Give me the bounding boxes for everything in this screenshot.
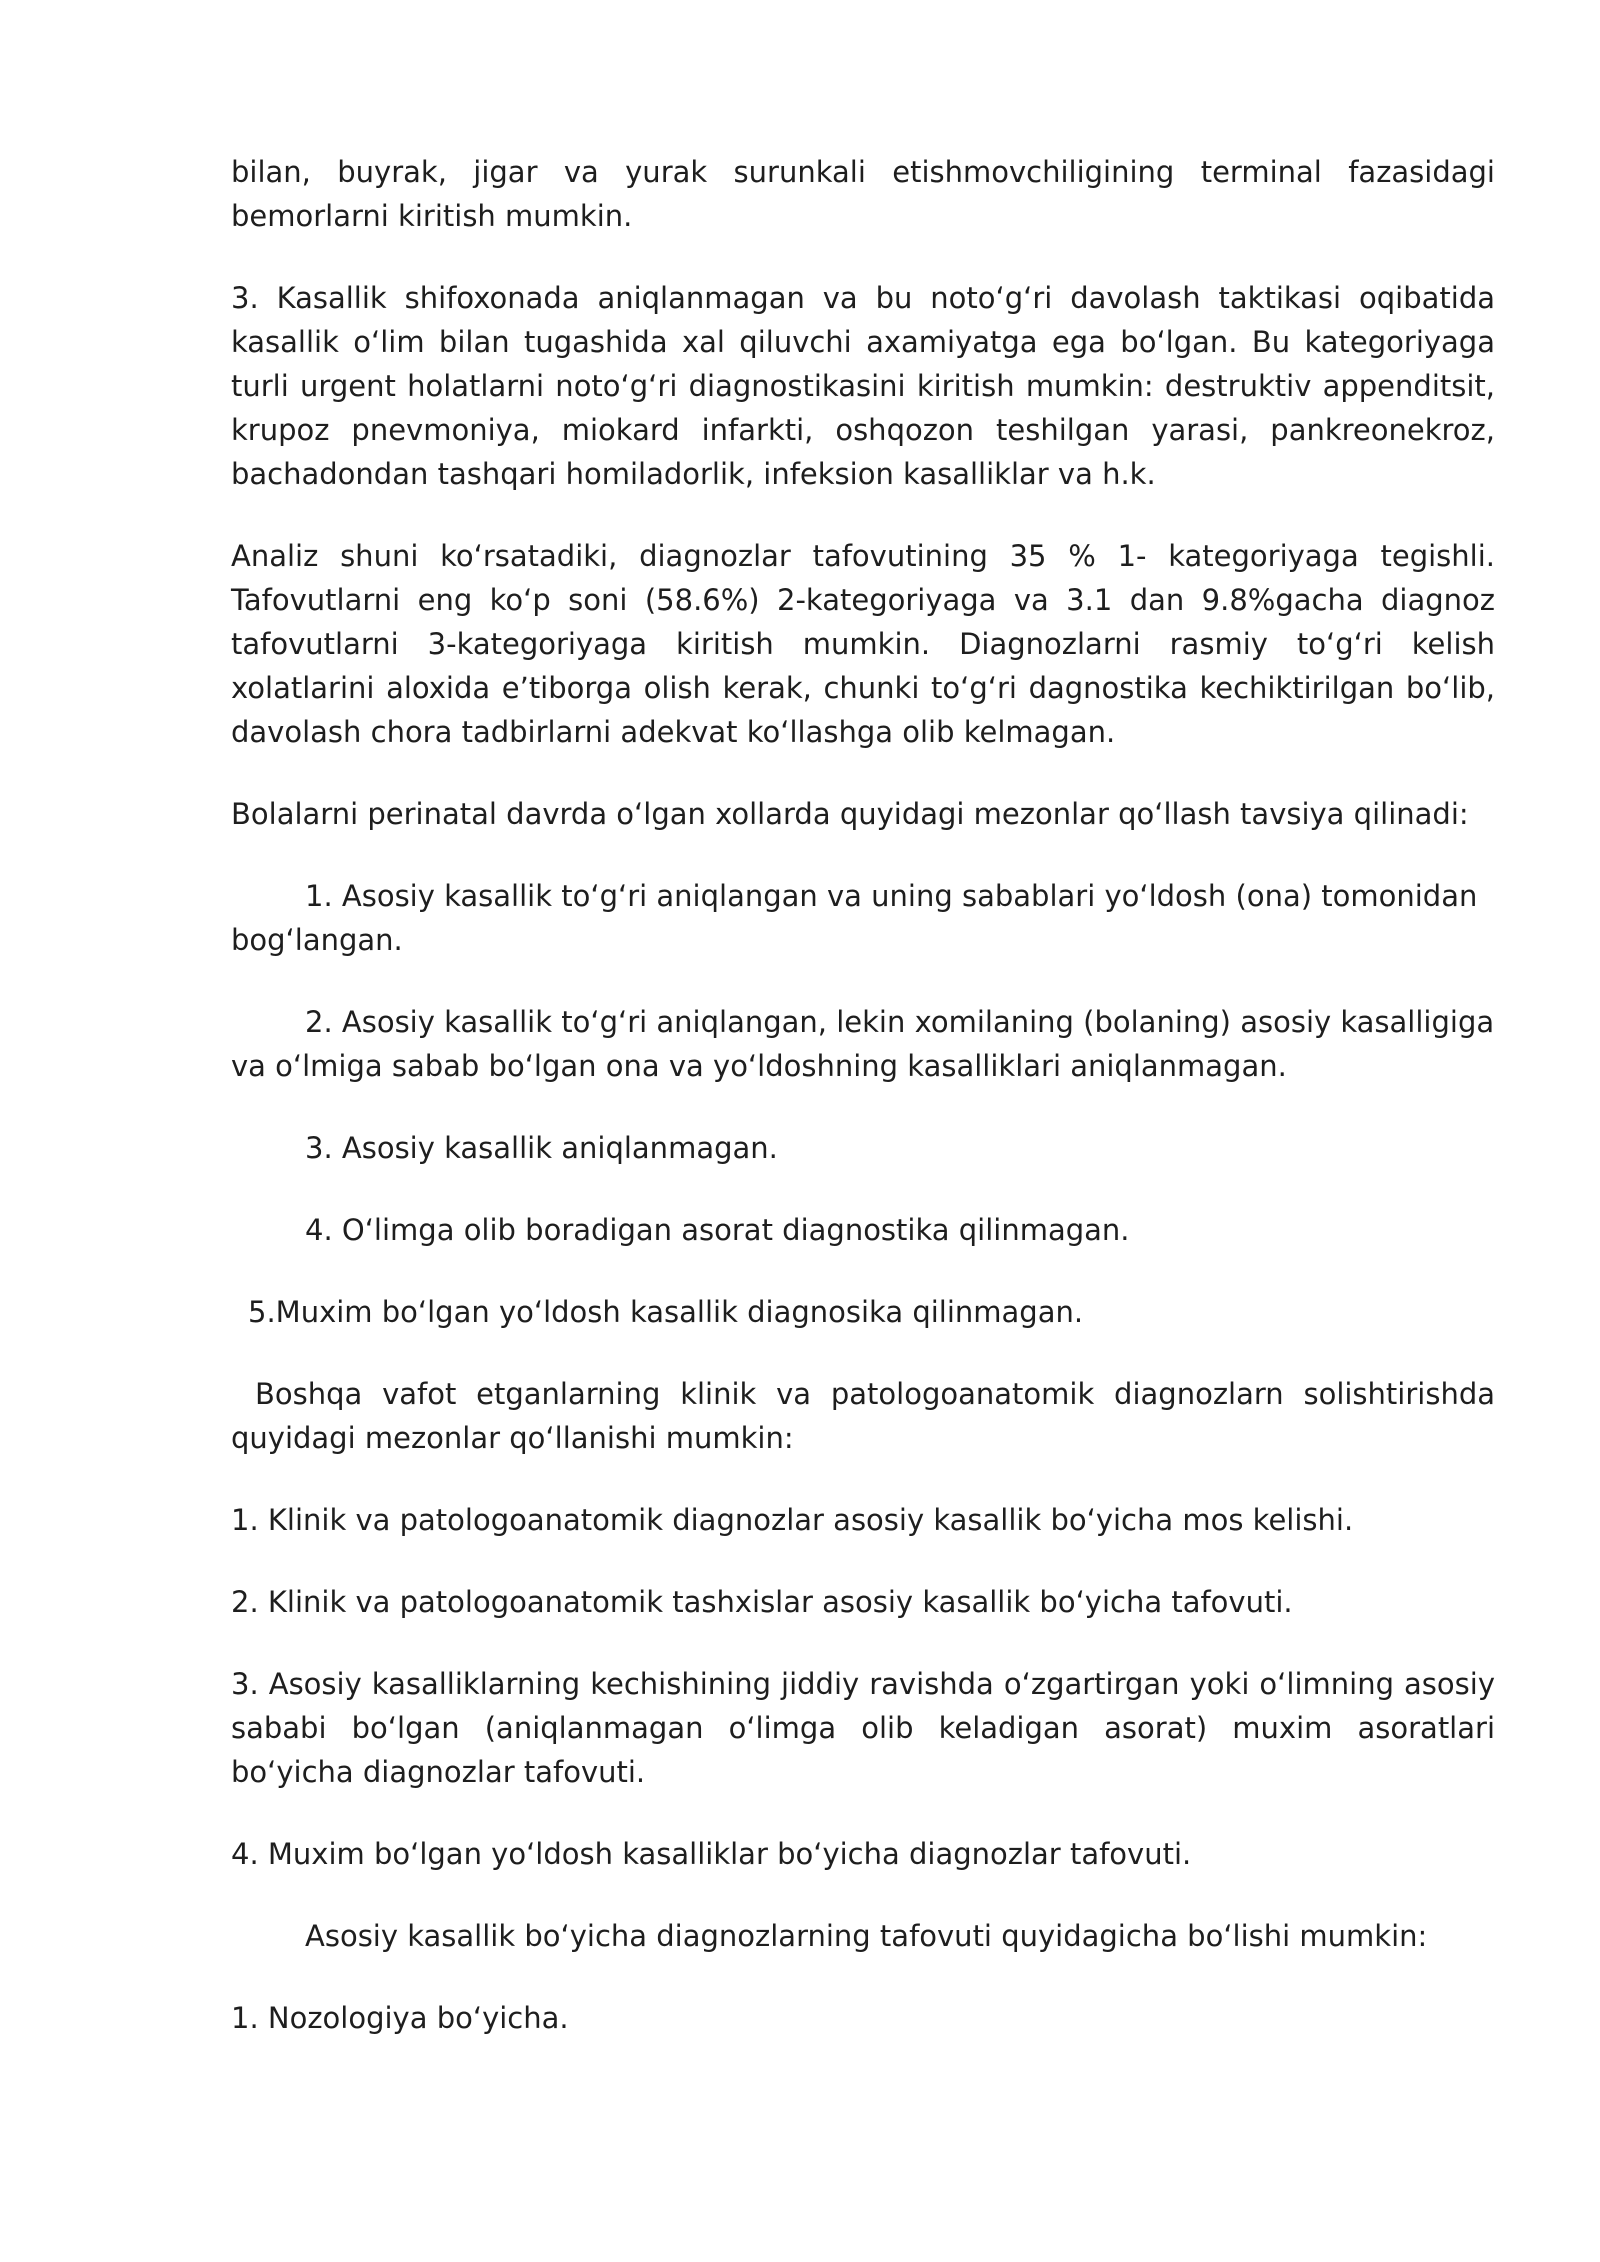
perinatal-criterion-1: 1. Asosiy kasallik to‘g‘ri aniqlangan va uning sabablari yo‘ldosh (ona) tomonidan bog‘langan. (231, 879, 1478, 957)
document-page (231, 150, 1495, 2078)
comparison-criterion-1: 1. Klinik va patologoanatomik diagnozlar asosiy kasallik bo‘yicha mos kelishi. (231, 1503, 1354, 1537)
perinatal-criterion-5: 5.Muxim bo‘lgan yo‘ldosh kasallik diagnosika qilinmagan. (248, 1295, 1084, 1329)
paragraph-category-3: 3. Kasallik shifoxonada aniqlanmagan va bu noto‘g‘ri davolash taktikasi oqibatida kasallik o‘lim bilan tugashida xal qiluvchi axamiyatga ega bo‘lgan. Bu kategoriyaga turli urgent holatlarni noto‘g‘ri diagnostikasini kiritish mumkin: destruktiv appenditsit, krupoz pnevmoniya, miokard infarkti, oshqozon teshilgan yarasi, pankreonekroz, bachadondan tashqari homiladorlik, infeksion kasalliklar va h.k. (231, 281, 1495, 491)
paragraph-other-deceased-intro: Boshqa vafot etganlarning klinik va patologoanatomik diagnozlarn solishtirishda quyidagi mezonlar qo‘llanishi mumkin: (231, 1377, 1495, 1455)
perinatal-criterion-4: 4. O‘limga olib boradigan asorat diagnostika qilinmagan. (305, 1213, 1130, 1247)
paragraph-analysis: Analiz shuni ko‘rsatadiki, diagnozlar tafovutining 35 % 1- kategoriyaga tegishli. Tafovutlarni eng ko‘p soni (58.6%) 2-kategoriyaga va 3.1 dan 9.8%gacha diagnoz tafovutlarni 3-kategoriyaga kiritish mumkin. Diagnozlarni rasmiy to‘g‘ri kelish xolatlarini aloxida e’tiborga olish kerak, chunki to‘g‘ri dagnostika kechiktirilgan bo‘lib, davolash chora tadbirlarni adekvat ko‘llashga olib kelmagan. (231, 539, 1495, 749)
paragraph-perinatal-intro: Bolalarni perinatal davrda o‘lgan xollarda quyidagi mezonlar qo‘llash tavsiya qilinadi: (231, 797, 1469, 831)
paragraph-continuation: bilan, buyrak, jigar va yurak surunkali etishmovchiligining terminal fazasidagi bemorlarni kiritish mumkin. (231, 155, 1495, 233)
perinatal-criterion-3: 3. Asosiy kasallik aniqlanmagan. (305, 1131, 778, 1165)
discrepancy-type-1: 1. Nozologiya bo‘yicha. (231, 2001, 569, 2035)
comparison-criterion-3: 3. Asosiy kasalliklarning kechishining jiddiy ravishda o‘zgartirgan yoki o‘limning asosiy sababi bo‘lgan (aniqlanmagan o‘limga olib keladigan asorat) muxim asoratlari bo‘yicha diagnozlar tafovuti. (231, 1667, 1495, 1789)
comparison-criterion-2: 2. Klinik va patologoanatomik tashxislar asosiy kasallik bo‘yicha tafovuti. (231, 1585, 1293, 1619)
comparison-criterion-4: 4. Muxim bo‘lgan yo‘ldosh kasalliklar bo‘yicha diagnozlar tafovuti. (231, 1837, 1192, 1871)
paragraph-main-disease-discrepancy: Asosiy kasallik bo‘yicha diagnozlarning tafovuti quyidagicha bo‘lishi mumkin: (305, 1919, 1428, 1953)
perinatal-criterion-2: 2. Asosiy kasallik to‘g‘ri aniqlangan, lekin xomilaning (bolaning) asosiy kasalligiga va o‘lmiga sabab bo‘lgan ona va yo‘ldoshning kasalliklari aniqlanmagan. (231, 1005, 1495, 1083)
